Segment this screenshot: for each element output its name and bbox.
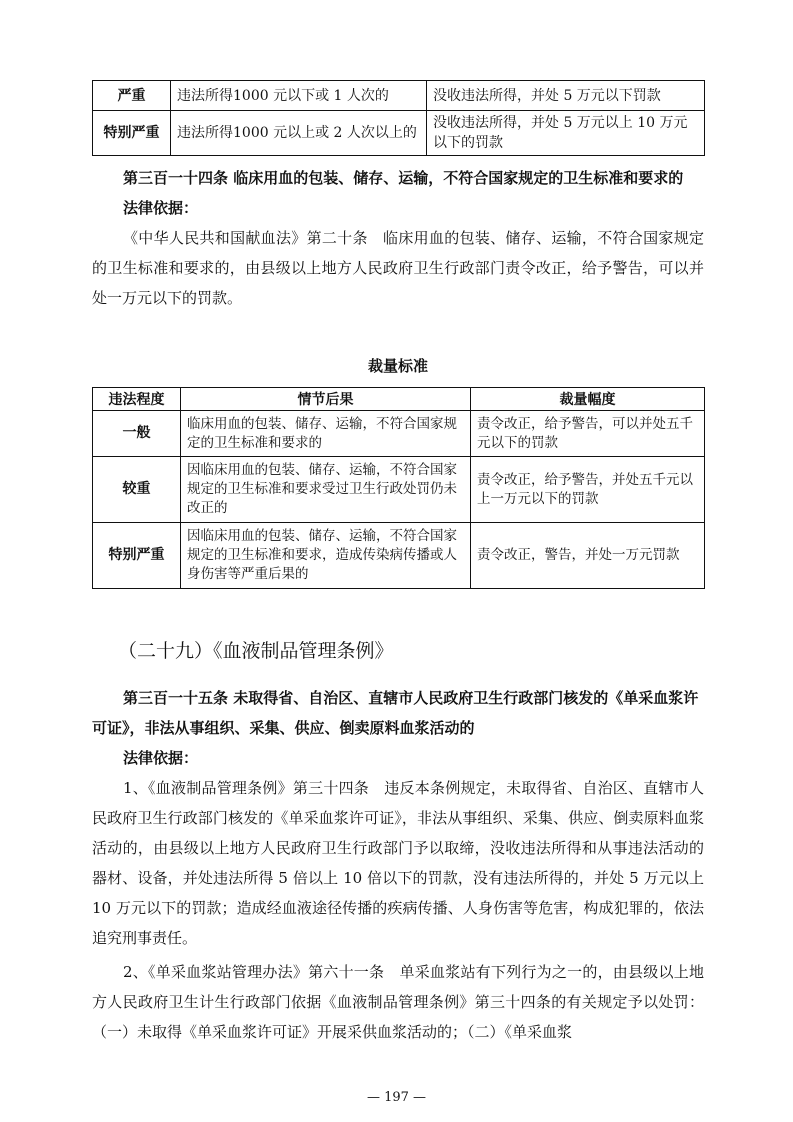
legal-basis-paragraph: 2、《单采血浆站管理办法》第六十一条 单采血浆站有下列行为之一的，由县级以上地方人民政府卫生计生行政部门依据《血液制品管理条例》第三十四条的有关规定予以处罚：（一）未取得《单采血浆许可证》开展采供血浆活动的；（二）《单采血浆 [92, 963, 704, 1041]
table-header-row [93, 388, 705, 411]
penalty-cell: 责令改正，给予警告，并处五千元以上一万元以下的罚款 [471, 457, 705, 523]
page-number: — 197 — [366, 1090, 427, 1105]
circumstances-cell: 因临床用血的包装、储存、运输，不符合国家规定的卫生标准和要求受过卫生行政处罚仍未改正的 [181, 457, 471, 523]
column-header: 情节后果 [181, 388, 471, 411]
column-header: 违法程度 [93, 388, 181, 411]
circumstances-cell: 临床用血的包装、储存、运输，不符合国家规定的卫生标准和要求的 [181, 411, 471, 457]
circumstances-cell: 违法所得1000 元以上或 2 人次以上的 [171, 111, 427, 156]
article-314 [92, 163, 704, 313]
legal-basis-paragraph: 1、《血液制品管理条例》第三十四条 违反本条例规定，未取得省、自治区、直辖市人民政府卫生行政部门核发的《单采血浆许可证》，非法从事组织、采集、供应、倒卖原料血浆活动的，由县级以上地方人民政府卫生行政部门予以取缔，没收违法所得和从事违法活动的器材、设备，并处违法所得 5 倍以上 10 倍以下的罚款，没有违法所得的，并处 5 万元以上 10 万元以下的罚款；造成经血液途径传播的疾病传播、人身伤害等危害，构成犯罪的，依法追究刑事责任。 [92, 779, 704, 947]
circumstances-cell: 因临床用血的包装、储存、运输，不符合国家规定的卫生标准和要求，造成传染病传播或人身伤害等严重后果的 [181, 523, 471, 589]
section-title: （二十九）《血液制品管理条例》 [118, 640, 394, 662]
table-row [93, 523, 705, 589]
penalty-cell: 没收违法所得，并处 5 万元以下罚款 [427, 81, 705, 111]
level-cell: 特别严重 [93, 111, 171, 156]
level-cell: 一般 [93, 411, 181, 457]
table-row [93, 411, 705, 457]
table-row [93, 81, 705, 111]
discretion-table [92, 387, 705, 589]
legal-basis-label: 法律依据： [123, 199, 199, 217]
discretion-standard-title: 裁量标准 [367, 357, 428, 375]
penalty-cell: 责令改正，给予警告，可以并处五千元以下的罚款 [471, 411, 705, 457]
penalty-table-continued [92, 80, 705, 156]
legal-basis-text: 《中华人民共和国献血法》第二十条 临床用血的包装、储存、运输，不符合国家规定的卫生标准和要求的，由县级以上地方人民政府卫生行政部门责令改正，给予警告，可以并处一万元以下的罚款。 [92, 229, 704, 307]
penalty-cell: 没收违法所得，并处 5 万元以上 10 万元以下的罚款 [427, 111, 705, 156]
level-cell: 严重 [93, 81, 171, 111]
article-315 [92, 683, 704, 1047]
level-cell: 较重 [93, 457, 181, 523]
legal-basis-label: 法律依据： [123, 749, 199, 767]
level-cell: 特别严重 [93, 523, 181, 589]
article-title: 第三百一十四条 临床用血的包装、储存、运输，不符合国家规定的卫生标准和要求的 [123, 169, 684, 187]
column-header: 裁量幅度 [471, 388, 705, 411]
table-row [93, 111, 705, 156]
circumstances-cell: 违法所得1000 元以下或 1 人次的 [171, 81, 427, 111]
penalty-cell: 责令改正，警告，并处一万元罚款 [471, 523, 705, 589]
table-row [93, 457, 705, 523]
article-title: 第三百一十五条 未取得省、自治区、直辖市人民政府卫生行政部门核发的《单采血浆许可证》，非法从事组织、采集、供应、倒卖原料血浆活动的 [92, 689, 699, 737]
